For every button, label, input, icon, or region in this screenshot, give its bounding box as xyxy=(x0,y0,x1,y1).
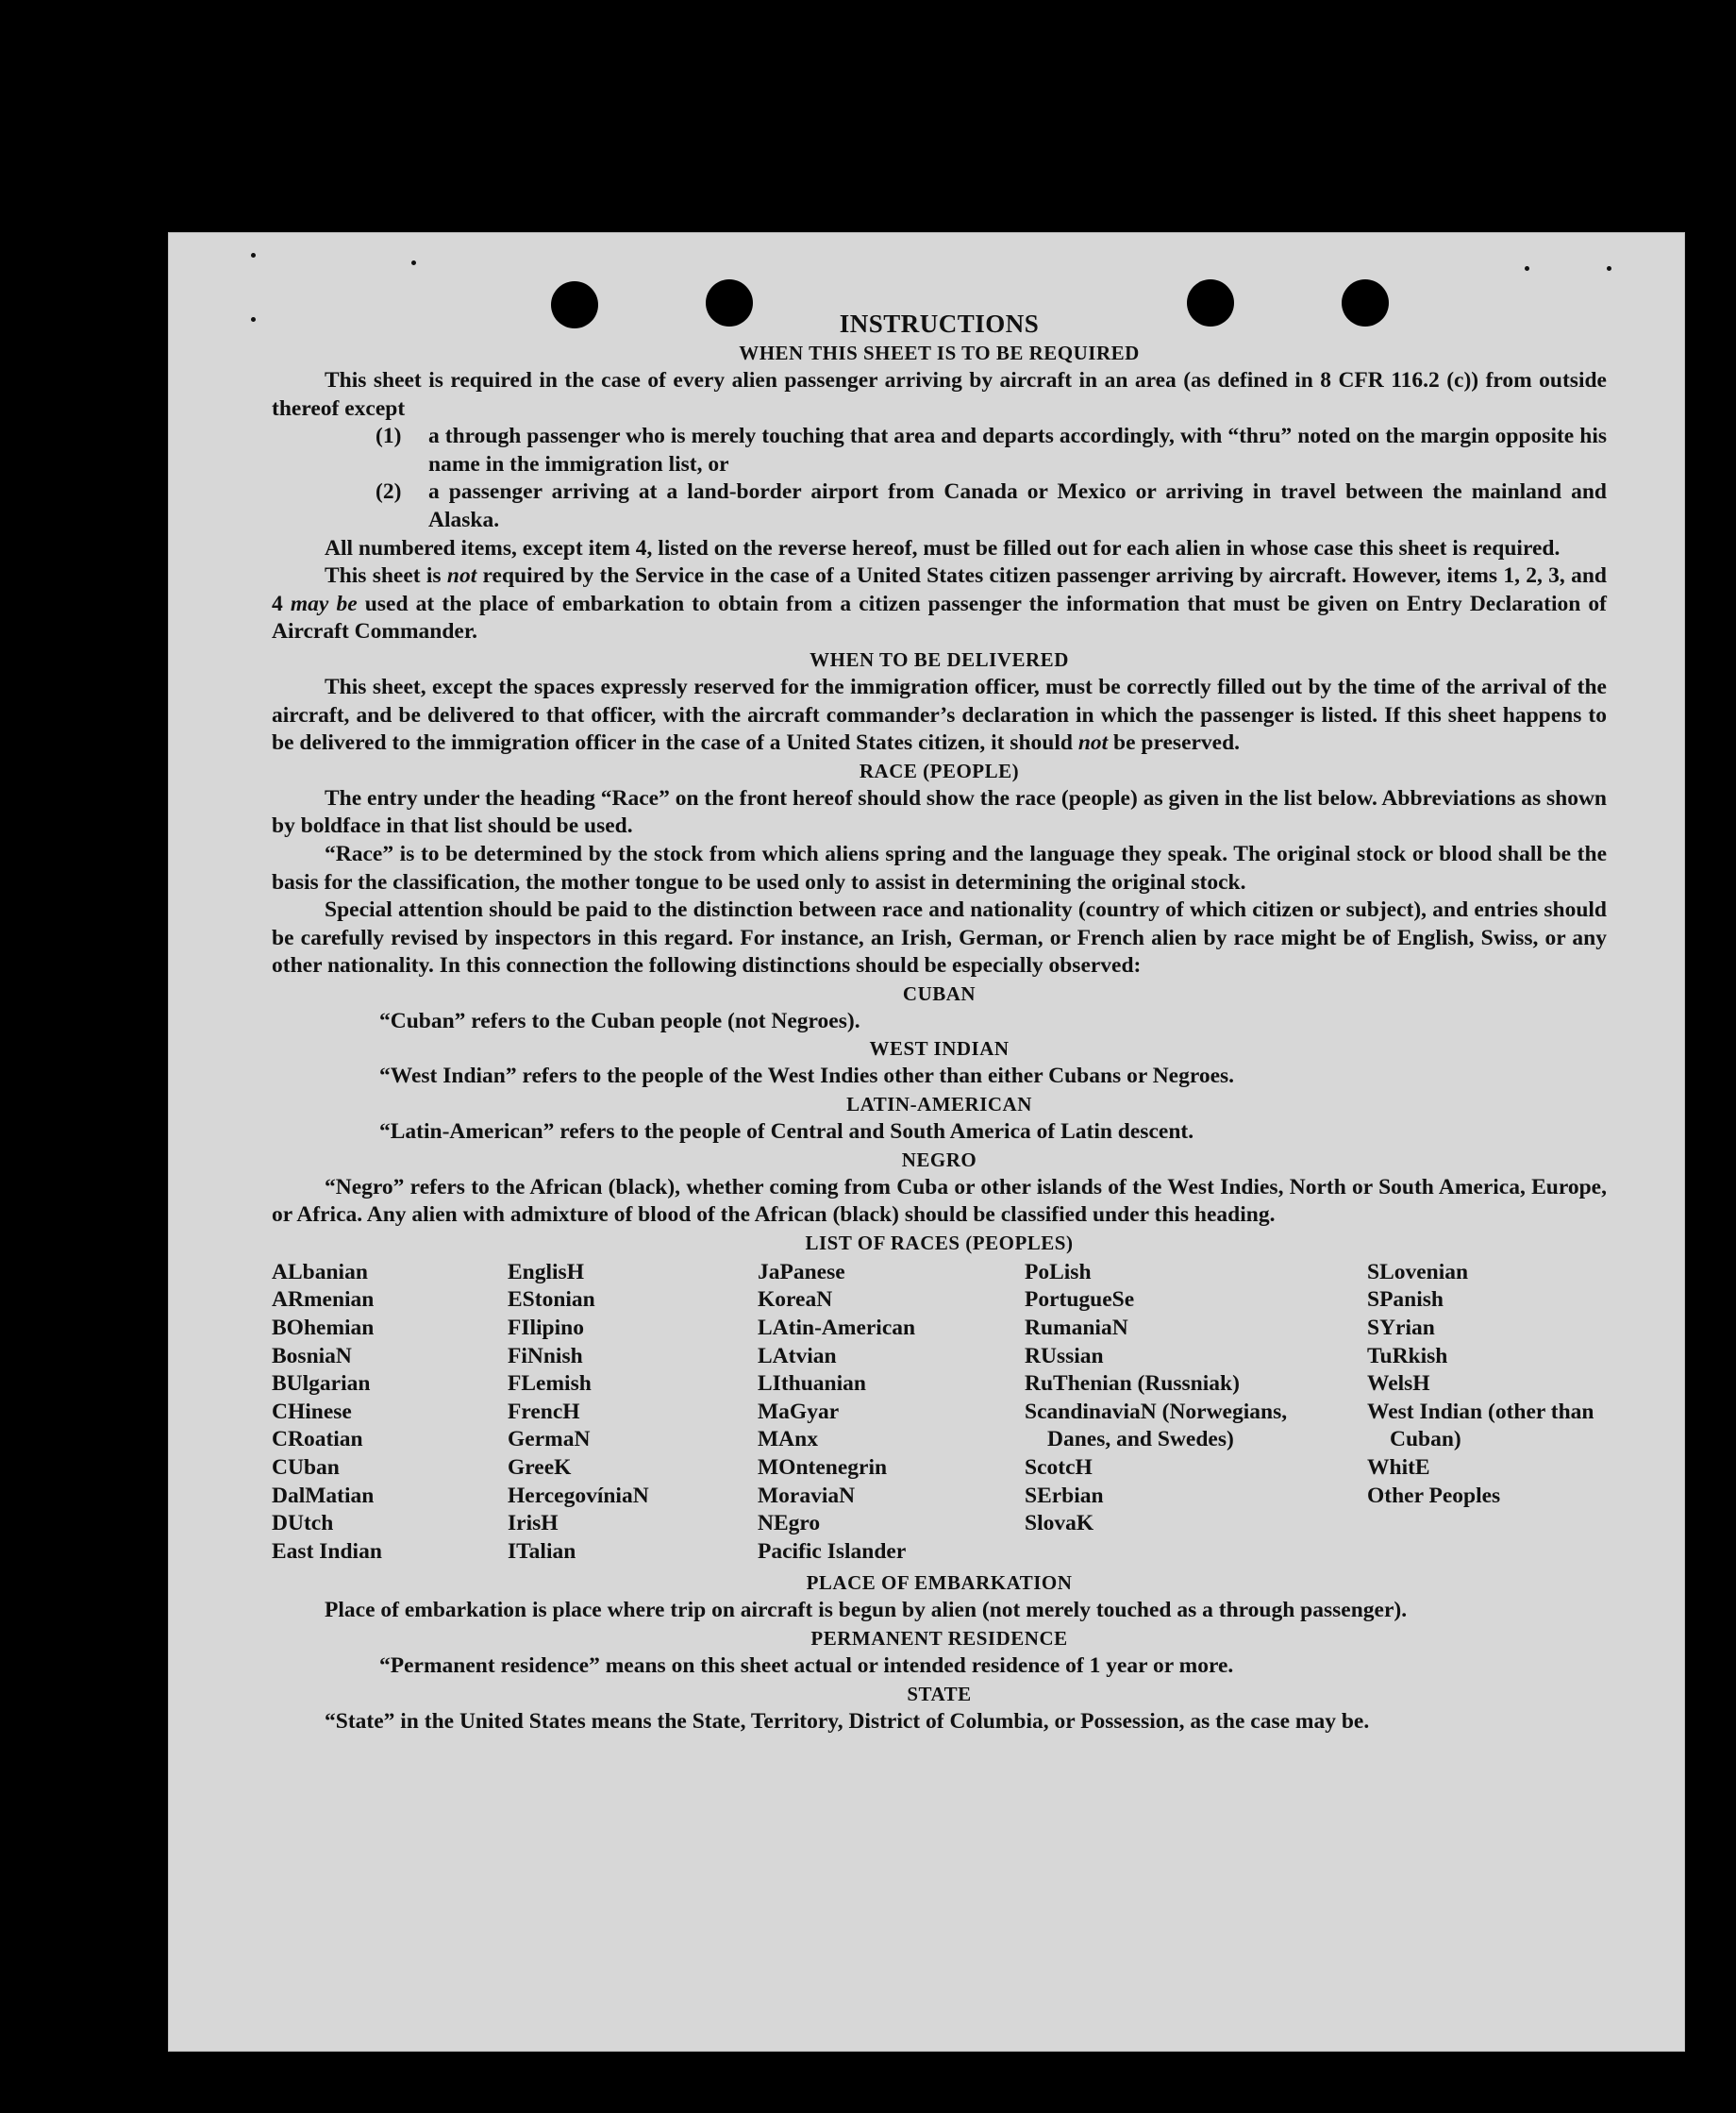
race-item: Pacific Islander xyxy=(758,1538,907,1564)
section-heading-west-indian: WEST INDIAN xyxy=(869,1037,1010,1061)
race-item: PortugueSe xyxy=(1025,1287,1135,1313)
paper-speck xyxy=(1525,266,1529,271)
definition-permanent-residence: “Permanent residence” means on this sheet actual or intended residence of 1 year or more. xyxy=(379,1652,1234,1678)
list-item-text: a passenger arriving at a land-border airport from Canada or Mexico or arriving in travel between the mainland and Alaska. xyxy=(428,479,1607,532)
race-item: FLemish xyxy=(508,1371,592,1397)
race-item: GreeK xyxy=(508,1455,572,1480)
race-item: Other Peoples xyxy=(1367,1483,1501,1508)
race-item: WhitE xyxy=(1367,1455,1430,1480)
race-item: ScandinaviaN (Norwegians, Danes, and Swedes) xyxy=(1025,1399,1288,1452)
races-column-5 xyxy=(1298,1259,1607,1567)
race-item: DUtch xyxy=(272,1511,334,1536)
races-column-4 xyxy=(1025,1259,1298,1567)
paper-speck xyxy=(411,260,416,265)
races-column-3 xyxy=(758,1259,1025,1567)
race-item: MaGyar xyxy=(758,1399,840,1424)
race-item: CUban xyxy=(272,1455,340,1480)
race-item: BOhemian xyxy=(272,1316,375,1341)
race-item: LAtin-American xyxy=(758,1316,916,1341)
race-item: ALbanian xyxy=(272,1259,368,1284)
race-item: CHinese xyxy=(272,1399,352,1424)
section-heading-embarkation: PLACE OF EMBARKATION xyxy=(806,1571,1073,1595)
races-table xyxy=(272,1259,1607,1567)
section-heading-race: RACE (PEOPLE) xyxy=(859,759,1020,782)
list-item xyxy=(376,478,1607,534)
section-heading-state: STATE xyxy=(907,1682,972,1705)
race-item: MOntenegrin xyxy=(758,1455,888,1480)
race-item: West Indian (other than Cuban) xyxy=(1367,1399,1594,1452)
race-item: FiNnish xyxy=(508,1343,583,1368)
race-item: SErbian xyxy=(1025,1483,1104,1508)
race-item: RuThenian (Russniak) xyxy=(1025,1371,1240,1397)
section-heading-list-of-races: LIST OF RACES (PEOPLES) xyxy=(805,1231,1074,1254)
race-item: SlovaK xyxy=(1025,1511,1094,1536)
race-item: NEgro xyxy=(758,1511,821,1536)
definition-negro: “Negro” refers to the African (black), whether coming from Cuba or other islands of the West Indies, North or South America, Europe, or Africa. Any alien with admixture of blood of the African (black) should be classified under this heading. xyxy=(272,1174,1607,1228)
race-item: FrencH xyxy=(508,1399,580,1424)
race-item: RumaniaN xyxy=(1025,1316,1128,1341)
paragraph-citizen: This sheet is not required by the Service in the case of a United States citizen passenger arriving by aircraft. However, items 1, 2, 3, and 4 may be used at the place of embarkation to obtain from a citizen passenger the information that must be given on Entry Declaration of Aircraft Commander. xyxy=(272,563,1608,645)
race-item: JaPanese xyxy=(758,1259,845,1284)
race-item: HercegovíniaN xyxy=(508,1483,649,1508)
races-column-2 xyxy=(508,1259,758,1567)
race-item: RUssian xyxy=(1025,1343,1104,1368)
instructions-text xyxy=(272,308,1607,1736)
race-item: BUlgarian xyxy=(272,1371,371,1397)
race-item: FIlipino xyxy=(508,1316,584,1341)
race-item: KoreaN xyxy=(758,1287,833,1313)
section-heading-cuban: CUBAN xyxy=(902,981,976,1005)
paragraph-race-nationality: Special attention should be paid to the distinction between race and nationality (country of which citizen or subject), and entries should be carefully revised by inspectors in this regard. For instance, an Irish, German, or French alien by race might be of English, Swiss, or any other nationality. In this connection the following distinctions should be especially observed: xyxy=(272,897,1607,979)
section-heading-latin-american: LATIN-AMERICAN xyxy=(846,1093,1032,1116)
definition-cuban: “Cuban” refers to the Cuban people (not Negroes). xyxy=(379,1008,860,1033)
paragraph-race-definition: “Race” is to be determined by the stock from which aliens spring and the language they speak. The original stock or blood shall be the basis for the classification, the mother tongue to be used only to assist in determining the original stock. xyxy=(272,841,1607,895)
race-item: DalMatian xyxy=(272,1483,375,1508)
race-item: TuRkish xyxy=(1367,1343,1448,1368)
race-item: EStonian xyxy=(508,1287,595,1313)
paragraph-delivery: This sheet, except the spaces expressly reserved for the immigration officer, must be correctly filled out by the time of the arrival of the aircraft, and be delivered to that officer, with the aircraft commander’s declaration in which the passenger is listed. If this sheet happens to be delivered to the immigration officer in the case of a United States citizen, it should not be preserved. xyxy=(272,674,1607,756)
race-item: LIthuanian xyxy=(758,1371,866,1397)
race-item: ARmenian xyxy=(272,1287,375,1313)
race-item: SYrian xyxy=(1367,1316,1435,1341)
section-heading-when-required: WHEN THIS SHEET IS TO BE REQUIRED xyxy=(739,342,1140,364)
paper-speck xyxy=(1607,266,1611,271)
document-sheet xyxy=(168,232,1685,2052)
definition-embarkation: Place of embarkation is place where trip on aircraft is begun by alien (not merely touched as a through passenger). xyxy=(325,1598,1408,1623)
list-item-number: (2) xyxy=(376,479,402,505)
race-item: SLovenian xyxy=(1367,1259,1469,1284)
definition-state: “State” in the United States means the State, Territory, District of Columbia, or Possession, as the case may be. xyxy=(325,1708,1370,1734)
page-title: INSTRUCTIONS xyxy=(839,310,1040,338)
race-item: BosniaN xyxy=(272,1343,352,1368)
race-item: East Indian xyxy=(272,1538,382,1564)
race-item: ITalian xyxy=(508,1538,576,1564)
section-heading-negro: NEGRO xyxy=(901,1148,977,1171)
race-item: CRoatian xyxy=(272,1427,363,1452)
paragraph-numbered-items: All numbered items, except item 4, listed on the reverse hereof, must be filled out for each alien in whose case this sheet is required. xyxy=(325,535,1561,561)
section-heading-permanent-residence: PERMANENT RESIDENCE xyxy=(810,1626,1068,1650)
definition-west-indian: “West Indian” refers to the people of the West Indies other than either Cubans or Negroes. xyxy=(379,1064,1235,1089)
races-column-1 xyxy=(272,1259,508,1567)
race-item: WelsH xyxy=(1367,1371,1430,1397)
paper-speck xyxy=(251,317,256,322)
list-item xyxy=(376,423,1607,478)
race-item: SPanish xyxy=(1367,1287,1444,1313)
paper-speck xyxy=(251,253,256,258)
paragraph-race-entry: The entry under the heading “Race” on the front hereof should show the race (people) as given in the list below. Abbreviations as shown by boldface in that list should be used. xyxy=(272,785,1607,839)
race-item: MAnx xyxy=(758,1427,818,1452)
section-heading-when-delivered: WHEN TO BE DELIVERED xyxy=(810,647,1069,671)
race-item: IrisH xyxy=(508,1511,559,1536)
race-item: GermaN xyxy=(508,1427,591,1452)
race-item: ScotcH xyxy=(1025,1455,1093,1480)
race-item: LAtvian xyxy=(758,1343,837,1368)
paragraph-required-intro: This sheet is required in the case of every alien passenger arriving by aircraft in an area (as defined in 8 CFR 116.2 (c)) from outside thereof except xyxy=(272,368,1607,421)
list-item-number: (1) xyxy=(376,424,402,449)
race-item: MoraviaN xyxy=(758,1483,856,1508)
race-item: EnglisH xyxy=(508,1259,584,1284)
definition-latin-american: “Latin-American” refers to the people of Central and South America of Latin descent. xyxy=(379,1119,1194,1145)
race-item: PoLish xyxy=(1025,1259,1092,1284)
list-item-text: a through passenger who is merely touching that area and departs accordingly, with “thru” noted on the margin opposite his name in the immigration list, or xyxy=(428,424,1607,477)
